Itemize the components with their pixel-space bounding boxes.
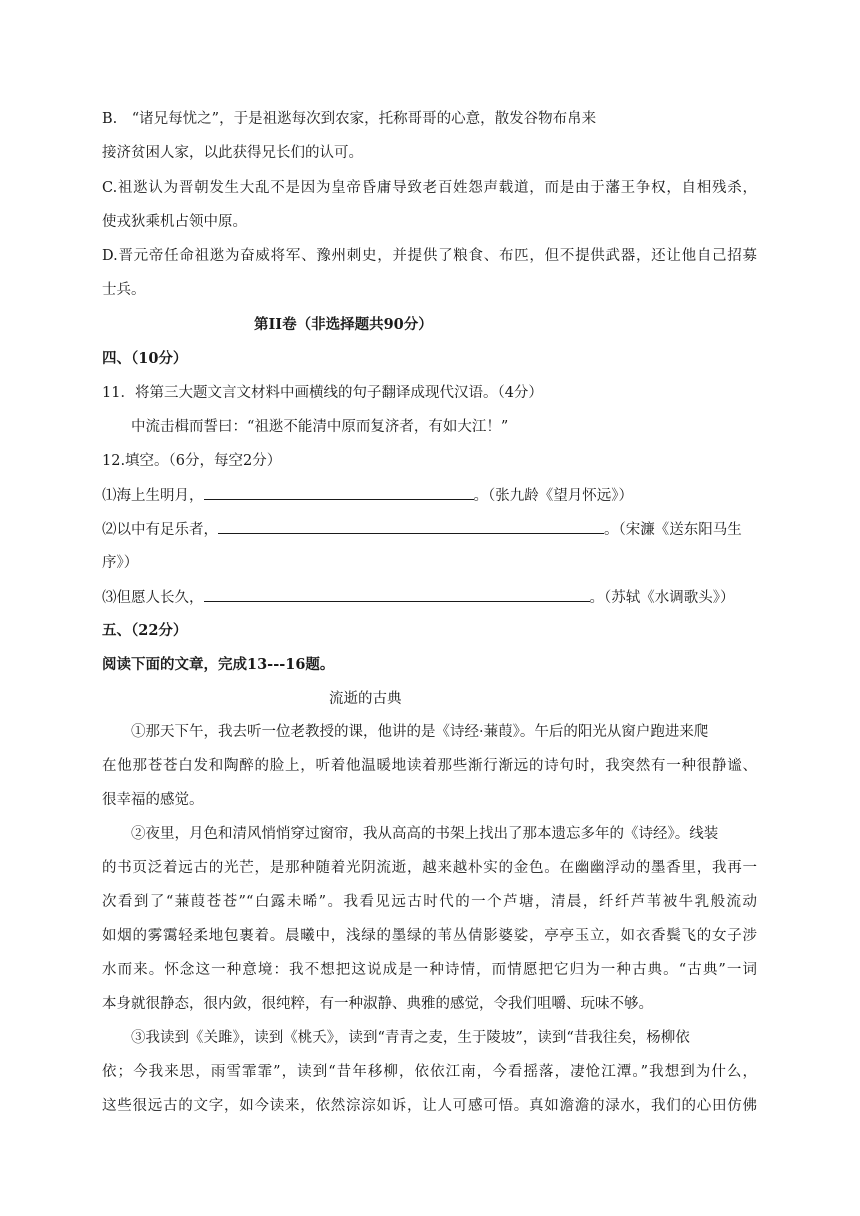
article-p2-line4: 如烟的雾霭轻柔地包裹着。晨曦中，浅绿的墨绿的苇丛倩影婆娑，亭亭玉立，如衣香鬓飞的女子涉 <box>102 928 757 944</box>
option-b-line2: 接济贫困人家，以此获得兄长们的认可。 <box>102 145 363 161</box>
article-p3-line1: ③我读到《关雎》，读到《桃夭》，读到“青青之麦，生于陵坡”，读到“昔我往矣，杨柳依 <box>131 1030 690 1046</box>
fill-blank-3 <box>102 587 735 607</box>
article-p1-line3: 很幸福的感觉。 <box>102 792 204 808</box>
fill-blank-1-suffix: 。（张九龄《望月怀远》） <box>473 488 633 504</box>
section4-heading: 四、（10分） <box>102 350 188 367</box>
question-11: 11．将第三大题文言文材料中画横线的句子翻译成现代汉语。（4分） <box>102 385 543 401</box>
option-d-line1: D.晋元帝任命祖逖为奋威将军、豫州刺史，并提供了粮食、布匹，但不提供武器，还让他自己招募 <box>102 248 757 264</box>
option-c-line1: C.祖逖认为晋朝发生大乱不是因为皇帝昏庸导致老百姓怨声载道，而是由于藩王争权，自相残杀， <box>102 180 757 196</box>
article-p2-line6: 本身就很静态，很内敛，很纯粹，有一种淑静、典雅的感觉，令我们咀嚼、玩味不够。 <box>102 996 653 1012</box>
fill-blank-1-prefix: ⑴海上生明月， <box>102 488 204 504</box>
section5-instruction: 阅读下面的文章，完成13---16题。 <box>102 656 335 673</box>
fill-blank-2-continuation: 序》） <box>102 555 139 571</box>
fill-blank-1 <box>102 485 633 505</box>
article-p3-line2: 依；今我来思，雨雪霏霏”，读到“昔年移柳，依依江南，今看摇落，凄怆江潭。”我想到为什么， <box>102 1064 757 1080</box>
option-c-line2: 使戎狄乘机占领中原。 <box>102 214 247 230</box>
article-p1-line1: ①那天下午，我去听一位老教授的课，他讲的是《诗经·蒹葭》。午后的阳光从窗户跑进来爬 <box>131 724 709 740</box>
fill-blank-3-prefix: ⑶但愿人长久， <box>102 590 204 606</box>
answer-blank-3[interactable] <box>204 587 590 602</box>
article-p2-line3: 次看到了“蒹葭苍苍”“白露未晞”。我看见远古时代的一个芦塘，清晨，纤纤芦苇被牛乳般流动 <box>102 894 757 910</box>
option-d-line2: 士兵。 <box>102 282 146 298</box>
article-title: 流逝的古典 <box>329 691 402 707</box>
article-p2-line1: ②夜里，月色和清风悄悄穿过窗帘，我从高高的书架上找出了那本遗忘多年的《诗经》。线装 <box>131 826 719 842</box>
part2-title: 第II卷（非选择题共90分） <box>254 316 433 333</box>
answer-blank-1[interactable] <box>204 485 474 500</box>
question-12: 12.填空。（6分，每空2分） <box>102 453 282 469</box>
article-p3-line3: 这些很远古的文字，如今读来，依然淙淙如诉，让人可感可悟。真如澹澹的渌水，我们的心田仿佛 <box>102 1098 757 1114</box>
article-p2-line2: 的书页泛着远古的光芒，是那种随着光阴流逝，越来越朴实的金色。在幽幽浮动的墨香里，我再一 <box>102 860 757 876</box>
article-p1-line2: 在他那苍苍白发和陶醉的脸上，听着他温暖地读着那些渐行渐远的诗句时，我突然有一种很静谧、 <box>102 758 757 774</box>
fill-blank-3-suffix: 。（苏轼《水调歌头》） <box>589 590 735 606</box>
fill-blank-2 <box>102 519 742 539</box>
option-b-line1: B. “诸兄每忧之”，于是祖逖每次到农家，托称哥哥的心意，散发谷物布帛来 <box>102 111 597 127</box>
section5-heading: 五、（22分） <box>102 622 188 639</box>
article-p2-line5: 水而来。怀念这一种意境：我不想把这说成是一种诗情，而情愿把它归为一种古典。“古典”一词 <box>102 962 757 978</box>
fill-blank-2-prefix: ⑵以中有足乐者， <box>102 522 218 538</box>
question-11-sentence: 中流击楫而誓曰：“祖逖不能清中原而复济者，有如大江！” <box>131 419 509 435</box>
fill-blank-2-suffix: 。（宋濂《送东阳马生 <box>604 522 742 538</box>
answer-blank-2[interactable] <box>218 519 604 534</box>
